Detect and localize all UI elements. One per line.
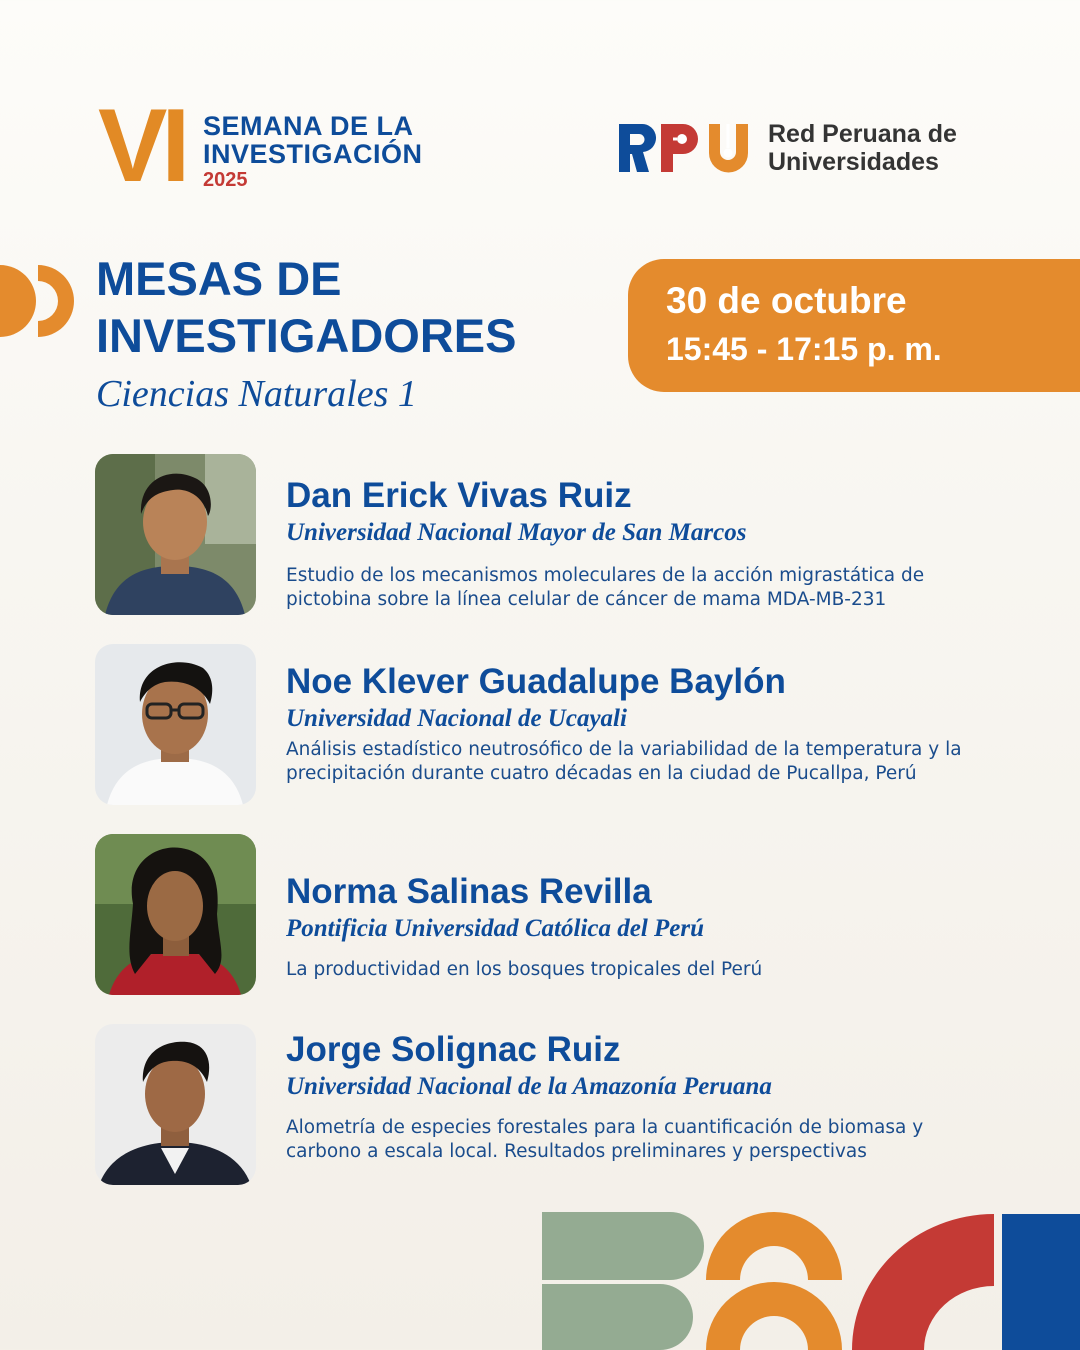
org-name-line1: Red Peruana de <box>768 120 957 148</box>
event-logo-text <box>203 112 423 192</box>
date-badge <box>628 259 1080 392</box>
speaker-info <box>286 834 986 982</box>
speaker-topic: Alometría de especies forestales para la cuantificación de biomasa y carbono a escala local. Resultados preliminares y perspectivas <box>286 1117 924 1162</box>
speaker-card <box>95 454 995 616</box>
speaker-photo <box>95 1024 256 1185</box>
speaker-card <box>95 644 995 806</box>
event-logo-year: 2025 <box>203 169 248 191</box>
org-name-line2: Universidades <box>768 148 939 176</box>
person-portrait-icon <box>95 1024 256 1185</box>
geometric-deco-icon <box>540 1208 1080 1350</box>
speaker-university: Universidad Nacional de la Amazonía Peruana <box>286 1073 772 1100</box>
person-portrait-icon <box>95 454 256 615</box>
speaker-topic: La productividad en los bosques tropicales del Perú <box>286 959 763 980</box>
speaker-card <box>95 834 995 996</box>
page-title-line1: MESAS DE <box>96 252 342 305</box>
speaker-info <box>286 644 986 786</box>
person-portrait-icon <box>95 644 256 805</box>
speaker-topic: Estudio de los mecanismos moleculares de la acción migrastática de pictobina sobre la línea celular de cáncer de mama MDA-MB-231 <box>286 565 925 610</box>
event-time: 15:45 - 17:15 p. m. <box>666 331 942 367</box>
event-logo-line1: SEMANA DE LA <box>203 111 414 141</box>
speaker-name: Dan Erick Vivas Ruiz <box>286 476 632 515</box>
speaker-info <box>286 1024 986 1164</box>
page-title <box>96 250 516 364</box>
speaker-photo <box>95 644 256 805</box>
page-subtitle: Ciencias Naturales 1 <box>96 373 417 415</box>
speaker-card <box>95 1024 995 1186</box>
person-portrait-icon <box>95 834 256 995</box>
speaker-university: Universidad Nacional Mayor de San Marcos <box>286 519 747 546</box>
speaker-university: Universidad Nacional de Ucayali <box>286 705 627 732</box>
speaker-photo <box>95 834 256 995</box>
half-circle-deco-icon <box>0 265 80 337</box>
event-logo-numeral: VI <box>98 88 185 204</box>
speaker-photo <box>95 454 256 615</box>
rpu-logo-icon <box>617 120 757 176</box>
speaker-info <box>286 454 986 612</box>
speaker-name: Norma Salinas Revilla <box>286 872 652 911</box>
org-name <box>768 120 957 176</box>
speaker-university: Pontificia Universidad Católica del Perú <box>286 915 705 942</box>
page-title-line2: INVESTIGADORES <box>96 309 517 362</box>
speaker-topic: Análisis estadístico neutrosófico de la variabilidad de la temperatura y la precipitación durante cuatro décadas en la ciudad de Pucallpa, Perú <box>286 739 962 784</box>
event-logo-line2: INVESTIGACIÓN <box>203 139 423 169</box>
speaker-name: Noe Klever Guadalupe Baylón <box>286 662 786 701</box>
event-date: 30 de octubre <box>666 280 907 321</box>
speaker-name: Jorge Solignac Ruiz <box>286 1030 621 1069</box>
